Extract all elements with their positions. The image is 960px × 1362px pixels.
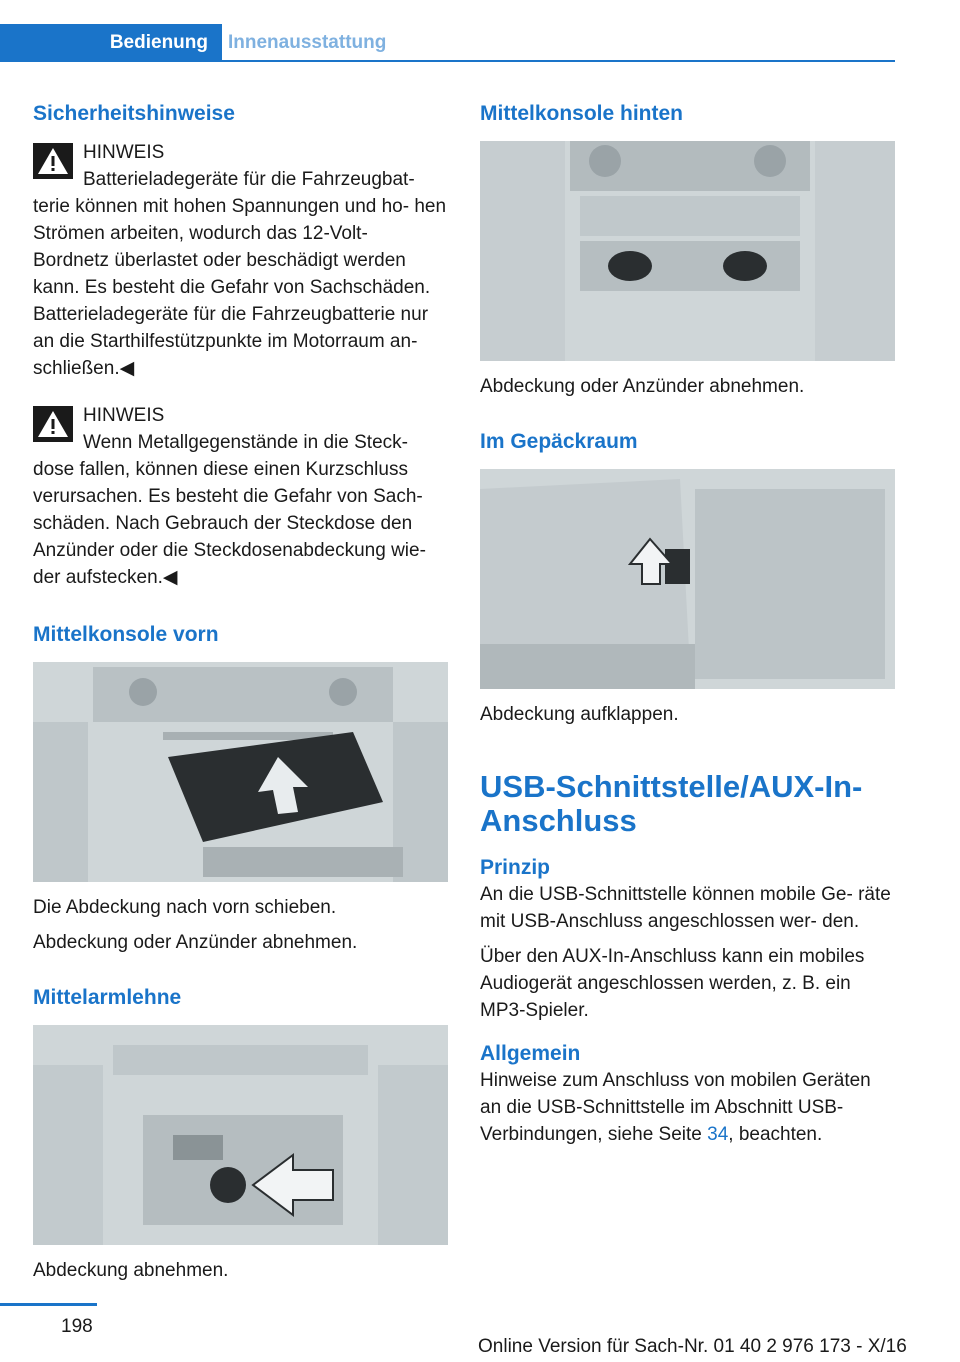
- front-console-figure: [33, 662, 448, 882]
- page-number: 198: [61, 1316, 93, 1337]
- armrest-figure: [33, 1025, 448, 1245]
- subsection-heading: Allgemein: [480, 1042, 581, 1065]
- notice-heading: HINWEIS: [83, 142, 165, 163]
- subsection-heading: Prinzip: [480, 856, 551, 879]
- caption: Abdeckung oder Anzünder abnehmen.: [33, 932, 358, 953]
- page-link[interactable]: 34: [707, 1124, 729, 1145]
- warning-icon: [33, 406, 73, 442]
- warning-icon: [33, 143, 73, 179]
- paragraph-text: , beachten.: [728, 1124, 823, 1145]
- section-heading: Mittelarmlehne: [33, 986, 182, 1009]
- notice-text: terie können mit hohen Spannungen und ho- hen Strömen arbeiten, wodurch das 12-Volt- Bordnetz überlastet oder beschädigt werden kann. Es besteht die Gefahr von Sachschäden. Batterieladegeräte für die Fahrzeugbatterie nur an die Starthilfestützpunkte im Motorraum an- schließen.◀: [33, 196, 447, 379]
- paragraph: [480, 1067, 895, 1148]
- safety-heading: Sicherheitshinweise: [33, 102, 235, 125]
- section-heading: Mittelkonsole vorn: [33, 623, 219, 646]
- notice-text-first: Wenn Metallgegenstände in die Steck-: [83, 432, 408, 453]
- caption: Abdeckung oder Anzünder abnehmen.: [480, 376, 805, 397]
- caption: Abdeckung aufklappen.: [480, 704, 679, 725]
- rear-console-figure: [480, 141, 895, 361]
- header-divider: [222, 60, 895, 62]
- caption: Abdeckung abnehmen.: [33, 1260, 229, 1281]
- section-heading: Im Gepäckraum: [480, 430, 638, 453]
- footer-version: Online Version für Sach-Nr. 01 40 2 976 173 - X/16: [478, 1336, 907, 1357]
- notice-heading: HINWEIS: [83, 405, 165, 426]
- paragraph: Über den AUX-In-Anschluss kann ein mobiles Audiogerät angeschlossen werden, z. B. ein MP3-Spieler.: [480, 946, 865, 1021]
- notice-block: [33, 139, 448, 382]
- tab-innenausstattung[interactable]: Innenausstattung: [228, 32, 387, 53]
- page-header: [0, 0, 895, 62]
- right-column: [480, 100, 895, 1148]
- paragraph: An die USB-Schnittstelle können mobile Ge- räte mit USB-Anschluss angeschlossen wer- den.: [480, 884, 891, 932]
- notice-text: dose fallen, können diese einen Kurzschluss verursachen. Es besteht die Gefahr von Sach- schäden. Nach Gebrauch der Steckdose den Anzünder oder die Steckdosenabdeckung wie- der aufstecken.◀: [33, 459, 426, 588]
- chapter-heading: USB-Schnittstelle/AUX-In-Anschluss: [480, 769, 863, 838]
- tab-bedienung[interactable]: Bedienung: [0, 24, 222, 62]
- footer-divider: [0, 1303, 97, 1306]
- notice-text-first: Batterieladegeräte für die Fahrzeugbat-: [83, 169, 415, 190]
- luggage-figure: [480, 469, 895, 689]
- left-column: [33, 100, 448, 1284]
- notice-block: [33, 402, 448, 591]
- section-heading: Mittelkonsole hinten: [480, 102, 684, 125]
- paragraph-text: Hinweise zum Anschluss von mobilen Geräten an die USB-Schnittstelle im Abschnitt USB- Verbindungen, siehe Seite: [480, 1070, 871, 1145]
- caption: Die Abdeckung nach vorn schieben.: [33, 897, 337, 918]
